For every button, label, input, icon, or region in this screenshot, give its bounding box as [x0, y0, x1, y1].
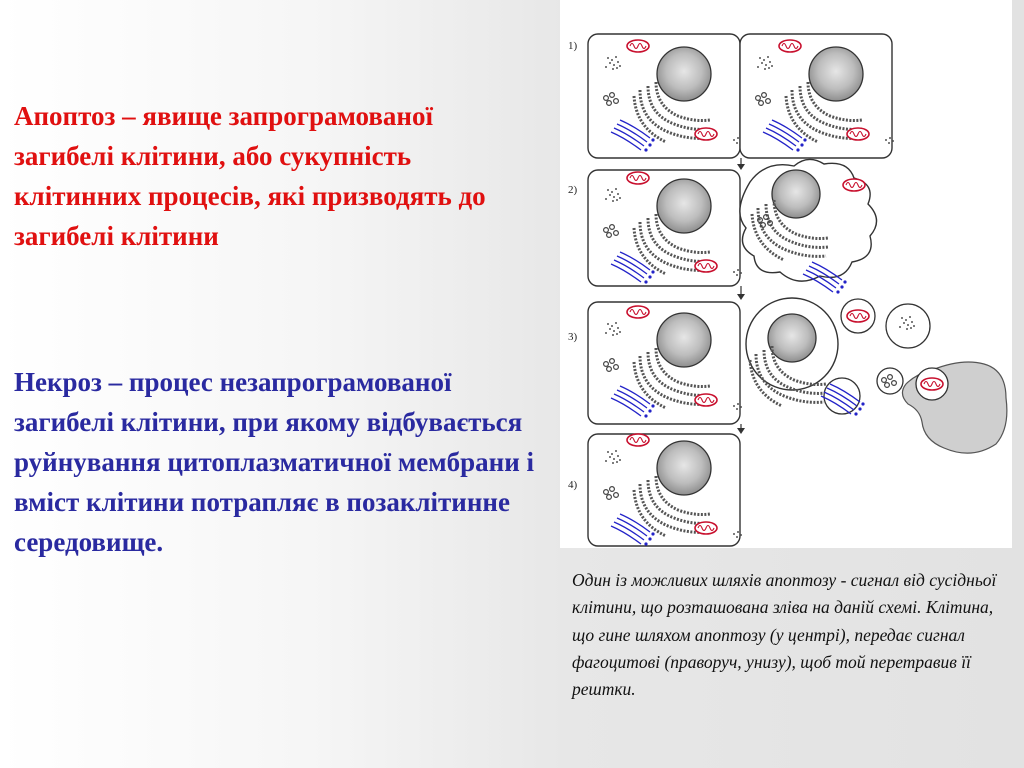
phagocyte [902, 362, 1006, 453]
row-1-right-cell [740, 34, 894, 158]
figure-caption: Один із можливих шляхів апоптозу - сигнал від сусідньої клітини, що розташована зліва на даній схемі. Клітина, що гине шляхом апоптозу (у центрі), передає сигнал фагоцитові (праворуч, унизу), щоб той перетравив її рештки. [572, 570, 997, 700]
row-2-blebbing-cell [740, 159, 877, 293]
row-3-left-cell [588, 302, 742, 424]
step-label-3: 3) [568, 331, 578, 343]
step-label-4: 4) [568, 479, 578, 491]
row-2-left-cell [588, 170, 742, 286]
row-1-left-cell [588, 34, 742, 158]
necrosis-definition: Некроз – процес незапрограмованої загибелі клітини, при якому відбувається руйнування цитоплазматичної мембрани і вміст клітини потрапляє в позаклітинне середовище. [14, 367, 535, 557]
step-label-1: 1) [568, 40, 578, 52]
arrow-3-4 [737, 424, 745, 434]
step-label-2: 2) [568, 184, 578, 196]
row-4-left-cell [588, 434, 742, 546]
apoptosis-diagram [560, 0, 1012, 548]
arrow-2-3 [737, 286, 745, 300]
arrow-1-2 [737, 158, 745, 170]
apoptosis-definition: Апоптоз – явище запрограмованої загибелі клітини, або сукупність клітинних процесів, які призводять до загибелі клітини [14, 101, 486, 251]
row-3-apoptotic-bodies [746, 298, 930, 416]
